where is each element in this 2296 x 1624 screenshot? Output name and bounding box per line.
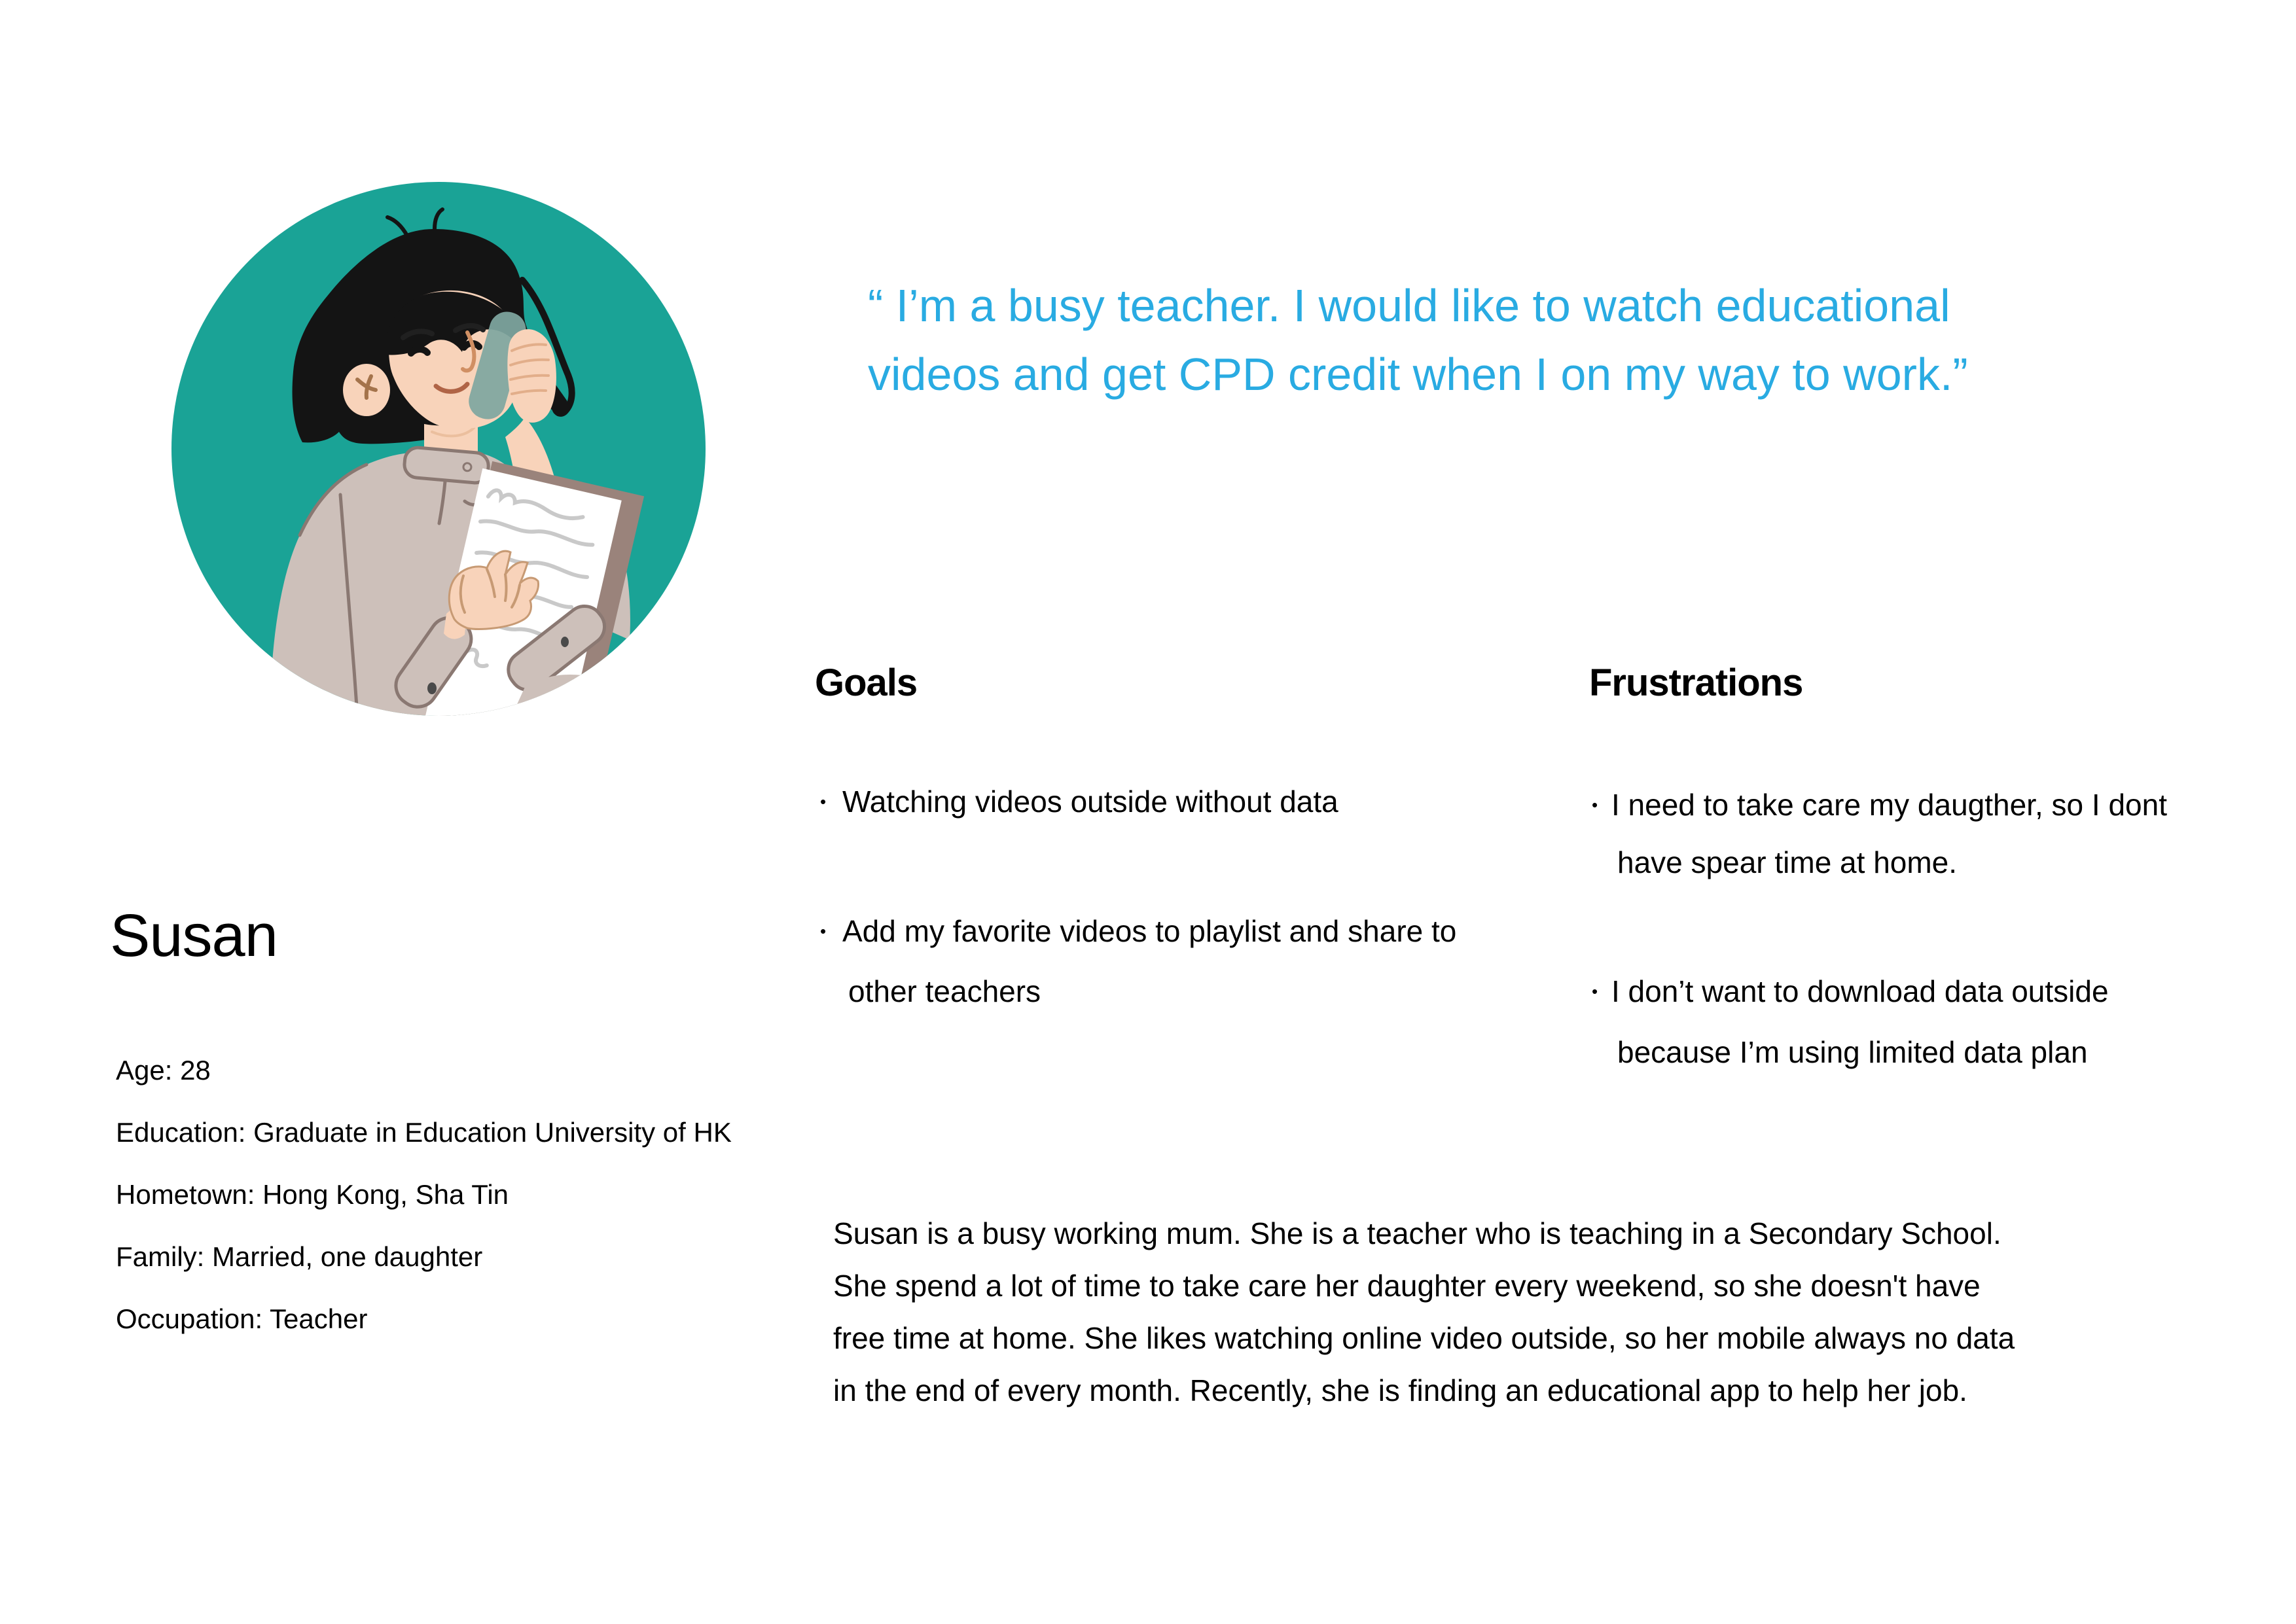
goal-item bbox=[820, 901, 1456, 1021]
goal-text: Add my favorite videos to playlist and share to bbox=[842, 914, 1457, 948]
goal-text: Watching videos outside without data bbox=[842, 785, 1338, 819]
summary-line: in the end of every month. Recently, she is finding an educational app to help her job. bbox=[833, 1373, 1967, 1407]
detail-occupation: Occupation: Teacher bbox=[116, 1303, 368, 1334]
persona-quote bbox=[868, 272, 1968, 409]
goals-heading: Goals bbox=[815, 662, 918, 704]
frustration-item bbox=[1592, 776, 2167, 891]
right-cuff-button bbox=[561, 637, 569, 647]
frustration-text: have spear time at home. bbox=[1617, 845, 1958, 879]
quote-line: videos and get CPD credit when I on my way to work.” bbox=[868, 349, 1968, 400]
detail-hometown: Hometown: Hong Kong, Sha Tin bbox=[116, 1179, 509, 1210]
avatar-illustration bbox=[171, 182, 706, 716]
bullet-dot: • bbox=[1592, 981, 1598, 1001]
summary-line: free time at home. She likes watching online video outside, so her mobile always no data bbox=[833, 1321, 2015, 1355]
detail-education: Education: Graduate in Education University of HK bbox=[116, 1117, 732, 1148]
persona-summary bbox=[833, 1207, 2015, 1417]
bullet-dot: • bbox=[820, 921, 827, 941]
persona-details bbox=[116, 1039, 732, 1350]
frustration-text: I don’t want to download data outside bbox=[1611, 974, 2109, 1008]
goal-text: other teachers bbox=[848, 974, 1041, 1008]
detail-family: Family: Married, one daughter bbox=[116, 1241, 483, 1272]
left-cuff-button bbox=[427, 682, 437, 694]
frustration-text: because I’m using limited data plan bbox=[1617, 1035, 2088, 1069]
summary-line: Susan is a busy working mum. She is a teacher who is teaching in a Secondary School. bbox=[833, 1216, 2001, 1250]
persona-name: Susan bbox=[110, 902, 278, 969]
detail-age: Age: 28 bbox=[116, 1055, 211, 1086]
frustration-text: I need to take care my daugther, so I dont bbox=[1611, 788, 2167, 822]
bullet-dot: • bbox=[1592, 795, 1598, 815]
summary-line: She spend a lot of time to take care her daughter every weekend, so she doesn't have bbox=[833, 1269, 1981, 1303]
bullet-dot: • bbox=[820, 792, 827, 811]
frustrations-heading: Frustrations bbox=[1589, 662, 1803, 704]
quote-line: “ I’m a busy teacher. I would like to watch educational bbox=[868, 280, 1950, 331]
frustration-item bbox=[1592, 961, 2109, 1083]
collar bbox=[403, 447, 490, 484]
goal-item bbox=[820, 771, 1338, 832]
